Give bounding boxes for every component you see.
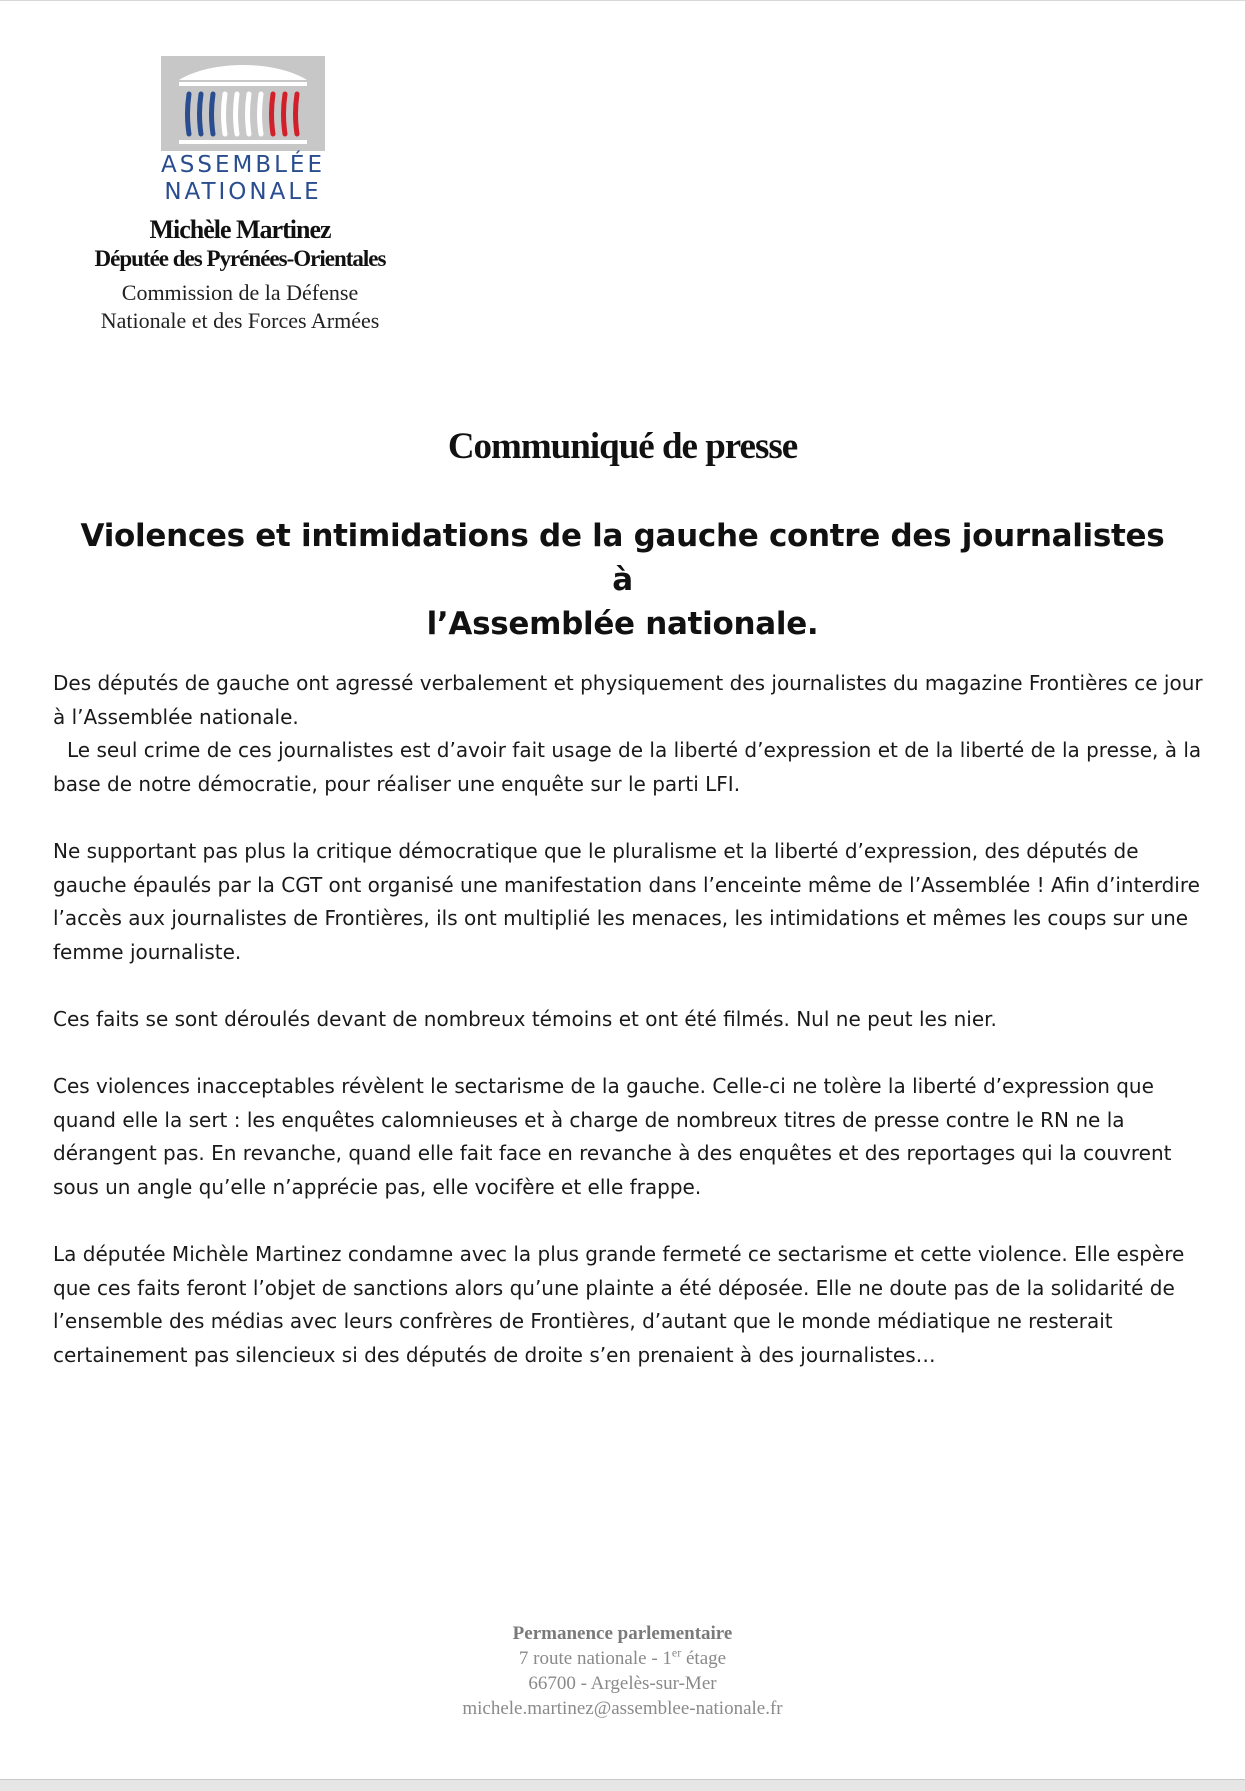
footer-street-text: 7 route nationale - 1 xyxy=(518,1648,672,1669)
headline-line1: Violences et intimidations de la gauche contre des journalistes à xyxy=(80,518,1165,598)
paragraph: Ne supportant pas plus la critique démocratique que le pluralisme et la liberté d’expression, des députés de gauche épaulés par la CGT ont organisé une manifestation dans l’enceinte même de l’Assemblée ! Afin d’interdire l’accès aux journalistes de Frontières, ils ont multiplié les menaces, les intimidations et mêmes les coups sur une femme journaliste. xyxy=(53,838,1200,964)
deputy-role: Députée des Pyrénées-Orientales xyxy=(94,246,386,271)
footer-street-suffix: étage xyxy=(681,1648,727,1669)
headline-line2: l’Assemblée nationale. xyxy=(426,606,819,642)
paragraph: Le seul crime de ces journalistes est d’avoir fait usage de la liberté d’expression et de la liberté de la presse, à la base de notre démocratie, pour réaliser une enquête sur le parti LFI. xyxy=(53,738,1202,796)
paragraph: Ces faits se sont déroulés devant de nombreux témoins et ont été filmés. Nul ne peut les nier. xyxy=(53,1006,997,1031)
footer-city: 66700 - Argelès-sur-Mer xyxy=(528,1673,717,1694)
paragraph: La députée Michèle Martinez condamne avec la plus grande fermeté ce sectarisme et cette violence. Elle espère que ces faits feront l’objet de sanctions alors qu’une plainte a été déposée. Elle ne doute pas de la solidarité de l’ensemble des médias avec leurs confrères de Frontières, d’autant que le monde médiatique ne resterait certainement pas silencieux si des députés de droite s’en prenaient à des journalistes… xyxy=(53,1242,1185,1367)
press-release-title: Communiqué de presse xyxy=(447,426,798,467)
body-text xyxy=(53,667,1203,1406)
headline xyxy=(80,514,1165,646)
hemicycle-icon xyxy=(161,56,325,151)
footer-street-sup: er xyxy=(671,1645,682,1660)
footer-title: Permanence parlementaire xyxy=(512,1623,733,1644)
commission-line1: Commission de la Défense xyxy=(121,280,359,305)
footer-email: michele.martinez@assemblee-nationale.fr xyxy=(462,1698,783,1719)
deputy-name: Michèle Martinez xyxy=(149,215,331,244)
footer-address xyxy=(0,1621,1245,1721)
commission-line2: Nationale et des Forces Armées xyxy=(100,308,380,333)
footer-street xyxy=(0,1646,1245,1671)
logo-emblem xyxy=(161,56,325,151)
commission xyxy=(60,279,420,335)
paragraph: Ces violences inacceptables révèlent le sectarisme de la gauche. Celle-ci ne tolère la liberté d’expression que quand elle la sert : les enquêtes calomnieuses et à charge de nombreux titres de presse contre le RN ne la dérangent pas. En revanche, quand elle fait face en revanche à des enquêtes et des reportages qui la couvrent sous un angle qu’elle n’apprécie pas, elle vocifère et elle frappe. xyxy=(53,1074,1172,1199)
paragraph: Des députés de gauche ont agressé verbalement et physiquement des journalistes du magazine Frontières ce jour à l’Assemblée nationale. xyxy=(53,671,1203,729)
logo-text-line1: ASSEMBLÉE xyxy=(161,152,325,178)
assemblee-nationale-logo xyxy=(161,56,325,205)
logo-text-line2: NATIONALE xyxy=(164,179,322,205)
